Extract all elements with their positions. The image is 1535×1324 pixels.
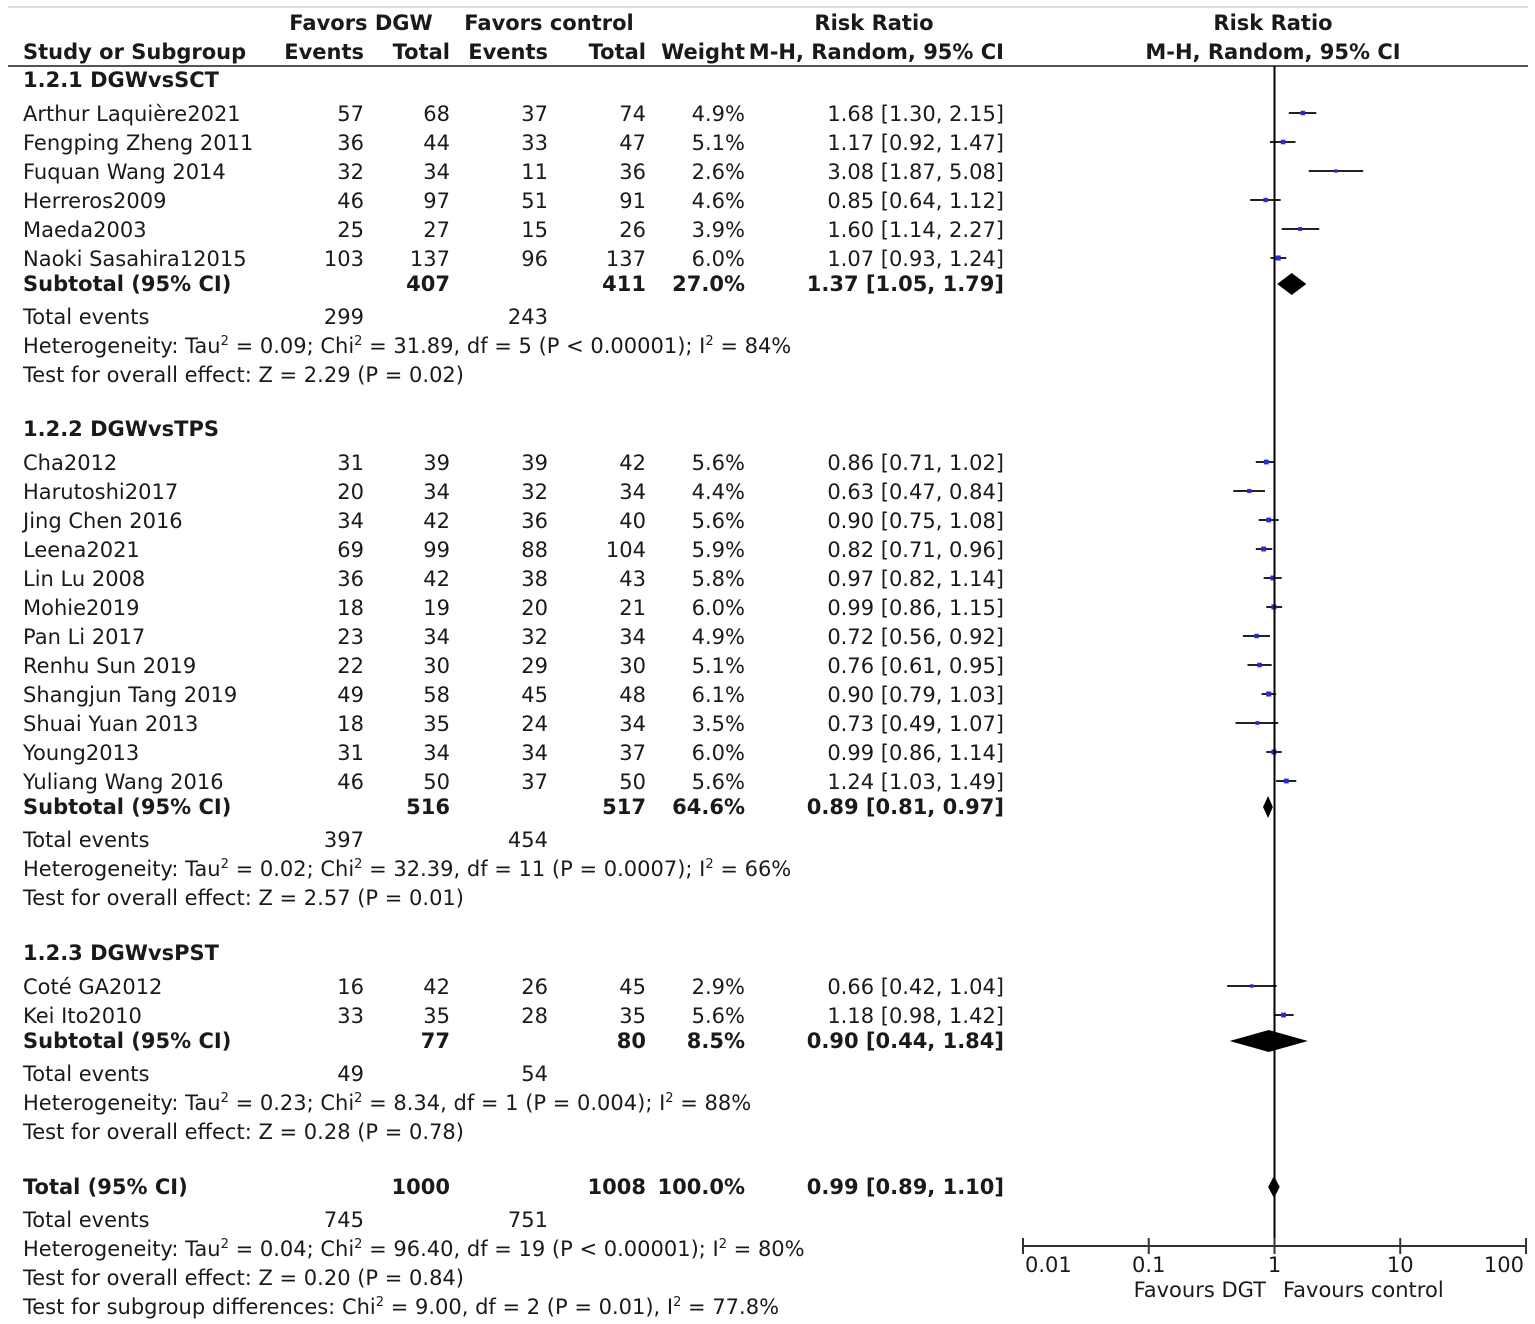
- study-name: Pan Li 2017: [23, 625, 146, 649]
- subgroup-2-overall-effect: Test for overall effect: Z = 2.57 (P = 0.01): [23, 886, 464, 910]
- study-weight: 3.9%: [691, 218, 745, 242]
- header-study-label: Study or Subgroup: [23, 40, 247, 64]
- exp-total: 34: [423, 625, 450, 649]
- exp-total: 137: [409, 247, 450, 271]
- point-estimate: [1334, 169, 1337, 172]
- subgroup-2-heterogeneity: Heterogeneity: Tau$^2$ = 0.02; Chi$^2$ = 32.39, df = 11 (P = 0.0007); $I^2 = 66\%$: [23, 857, 792, 881]
- study-name: Fengping Zheng 2011: [23, 131, 254, 155]
- header-rr-label: Risk Ratio: [814, 11, 934, 35]
- total-events-ctrl: 751: [507, 1208, 548, 1232]
- exp-total: 34: [423, 741, 450, 765]
- study-weight: 4.9%: [691, 102, 745, 126]
- study-weight: 5.6%: [691, 509, 745, 533]
- study-weight: 4.6%: [691, 189, 745, 213]
- study-name: Fuquan Wang 2014: [23, 160, 226, 184]
- exp-total: 50: [423, 770, 450, 794]
- exp-total: 68: [423, 102, 450, 126]
- exp-events: 31: [337, 741, 364, 765]
- study-ci: 1.18 [0.98, 1.42]: [827, 1004, 1004, 1028]
- study-marker: [1256, 547, 1272, 552]
- ctrl-total: 21: [619, 596, 646, 620]
- study-name: Leena2021: [23, 538, 140, 562]
- subgroup-1-subtotal-ci: 1.37 [1.05, 1.79]: [806, 272, 1004, 296]
- subgroup-3-subtotal-ctrl-total: 80: [616, 1029, 646, 1053]
- exp-total: 27: [423, 218, 450, 242]
- exp-events: 46: [337, 770, 364, 794]
- subgroup-1-total-events-exp: 299: [323, 305, 364, 329]
- study-ci: 1.60 [1.14, 2.27]: [827, 218, 1004, 242]
- exp-total: 42: [423, 975, 450, 999]
- study-name: Shangjun Tang 2019: [23, 683, 238, 707]
- study-name: Herreros2009: [23, 189, 167, 213]
- exp-total: 34: [423, 480, 450, 504]
- ctrl-total: 91: [619, 189, 646, 213]
- subgroup-1-subtotal-diamond: [1277, 273, 1306, 295]
- subgroup-2-subtotal-ctrl-total: 517: [602, 795, 646, 819]
- ctrl-total: 34: [619, 712, 646, 736]
- subgroup-3-subtotal-diamond: [1230, 1030, 1308, 1052]
- study-ci: 0.76 [0.61, 0.95]: [827, 654, 1004, 678]
- ctrl-events: 11: [521, 160, 548, 184]
- study-ci: 0.90 [0.75, 1.08]: [827, 509, 1004, 533]
- study-weight: 2.6%: [691, 160, 745, 184]
- study-ci: 0.99 [0.86, 1.15]: [827, 596, 1004, 620]
- plot-marks: [1227, 66, 1363, 1246]
- study-name: Young2013: [23, 741, 140, 765]
- ctrl-events: 20: [521, 596, 548, 620]
- point-estimate: [1263, 198, 1267, 202]
- x-tick-label: 10: [1386, 1253, 1414, 1277]
- exp-events: 22: [337, 654, 364, 678]
- x-tick-label: 100: [1483, 1253, 1524, 1277]
- exp-events: 69: [337, 538, 364, 562]
- exp-total: 35: [423, 712, 450, 736]
- ctrl-events: 15: [521, 218, 548, 242]
- subgroup-3-overall-effect: Test for overall effect: Z = 0.28 (P = 0.78): [23, 1120, 464, 1144]
- total-events-label: Total events: [23, 1208, 150, 1232]
- exp-events: 32: [337, 160, 364, 184]
- study-ci: 0.97 [0.82, 1.14]: [827, 567, 1004, 591]
- exp-events: 31: [337, 451, 364, 475]
- exp-total: 19: [423, 596, 450, 620]
- ctrl-events: 51: [521, 189, 548, 213]
- header-exp-events: Events: [284, 40, 364, 64]
- ctrl-events: 24: [521, 712, 548, 736]
- exp-total: 97: [423, 189, 450, 213]
- study-marker: [1276, 779, 1296, 784]
- ctrl-total: 35: [619, 1004, 646, 1028]
- ctrl-events: 88: [521, 538, 548, 562]
- point-estimate: [1254, 634, 1258, 638]
- exp-events: 18: [337, 712, 364, 736]
- exp-events: 20: [337, 480, 364, 504]
- study-marker: [1271, 256, 1287, 261]
- total-weight: 100.0%: [657, 1175, 745, 1199]
- subgroup-1-subtotal-weight: 27.0%: [672, 272, 745, 296]
- header: [8, 7, 1528, 66]
- ctrl-total: 26: [619, 218, 646, 242]
- header-ctrl-total: Total: [588, 40, 646, 64]
- subgroup-3-subtotal-label: Subtotal (95% CI): [23, 1029, 232, 1053]
- ctrl-total: 45: [619, 975, 646, 999]
- study-name: Shuai Yuan 2013: [23, 712, 199, 736]
- subgroup-2-subtotal-label: Subtotal (95% CI): [23, 795, 232, 819]
- exp-events: 33: [337, 1004, 364, 1028]
- header-ctrl-group: Favors control: [464, 11, 634, 35]
- subgroup-1-subtotal-label: Subtotal (95% CI): [23, 272, 232, 296]
- study-marker: [1233, 489, 1265, 493]
- subgroup-1-overall-effect: Test for overall effect: Z = 2.29 (P = 0.02): [23, 363, 464, 387]
- ctrl-total: 137: [605, 247, 646, 271]
- ctrl-events: 28: [521, 1004, 548, 1028]
- point-estimate: [1276, 256, 1281, 261]
- ctrl-events: 37: [521, 102, 548, 126]
- point-estimate: [1301, 111, 1305, 115]
- point-estimate: [1250, 984, 1253, 987]
- header-exp-group: Favors DGW: [289, 11, 433, 35]
- subgroup-1-subtotal-exp-total: 407: [406, 272, 450, 296]
- ctrl-events: 39: [521, 451, 548, 475]
- study-marker: [1250, 198, 1281, 202]
- study-marker: [1273, 1013, 1293, 1018]
- study-name: Arthur Laquière2021: [23, 102, 241, 126]
- ctrl-events: 34: [521, 741, 548, 765]
- study-weight: 4.9%: [691, 625, 745, 649]
- total-heterogeneity: Heterogeneity: Tau$^2$ = 0.04; Chi$^2$ = 96.40, df = 19 (P < 0.00001); $I^2 = 80\%$: [23, 1237, 805, 1261]
- ctrl-events: 32: [521, 625, 548, 649]
- study-weight: 6.0%: [691, 741, 745, 765]
- subgroup-3-total-events-ctrl: 54: [521, 1062, 548, 1086]
- ctrl-events: 37: [521, 770, 548, 794]
- header-rr-method: M-H, Random, 95% CI: [748, 40, 1004, 64]
- total-exp-total: 1000: [391, 1175, 450, 1199]
- ctrl-total: 37: [619, 741, 646, 765]
- study-name: Kei Ito2010: [23, 1004, 142, 1028]
- study-marker: [1282, 227, 1320, 231]
- study-name: Harutoshi2017: [23, 480, 179, 504]
- study-weight: 5.6%: [691, 451, 745, 475]
- study-ci: 0.72 [0.56, 0.92]: [827, 625, 1004, 649]
- exp-total: 39: [423, 451, 450, 475]
- ctrl-events: 38: [521, 567, 548, 591]
- ctrl-total: 42: [619, 451, 646, 475]
- study-weight: 5.1%: [691, 131, 745, 155]
- exp-total: 44: [423, 131, 450, 155]
- header-weight: Weight: [661, 40, 745, 64]
- plot-axis: [1023, 1238, 1526, 1302]
- ctrl-total: 34: [619, 480, 646, 504]
- study-ci: 0.85 [0.64, 1.12]: [827, 189, 1004, 213]
- exp-total: 35: [423, 1004, 450, 1028]
- study-marker: [1256, 460, 1276, 465]
- study-marker: [1289, 111, 1316, 115]
- point-estimate: [1298, 227, 1302, 231]
- subgroup-3-subtotal-ci: 0.90 [0.44, 1.84]: [806, 1029, 1004, 1053]
- exp-events: 34: [337, 509, 364, 533]
- study-marker: [1236, 721, 1279, 725]
- ctrl-total: 48: [619, 683, 646, 707]
- header-plot-label: Risk Ratio: [1213, 11, 1333, 35]
- subgroup-differences: Test for subgroup differences: Chi$^2$ = 9.00, df = 2 (P = 0.01), $I^2 = 77.8\%$: [23, 1295, 780, 1319]
- ctrl-total: 43: [619, 567, 646, 591]
- ctrl-total: 104: [605, 538, 646, 562]
- exp-total: 58: [423, 683, 450, 707]
- subgroup-1-heterogeneity: Heterogeneity: Tau$^2$ = 0.09; Chi$^2$ = 31.89, df = 5 (P < 0.00001); $I^2 = 84\%$: [23, 334, 792, 358]
- study-name: Cha2012: [23, 451, 118, 475]
- subgroup-3-total-events-label: Total events: [23, 1062, 150, 1086]
- point-estimate: [1284, 779, 1289, 784]
- study-weight: 2.9%: [691, 975, 745, 999]
- subgroup-1-total-events-ctrl: 243: [507, 305, 548, 329]
- ctrl-total: 40: [619, 509, 646, 533]
- ctrl-events: 36: [521, 509, 548, 533]
- study-weight: 6.0%: [691, 247, 745, 271]
- point-estimate: [1257, 663, 1262, 668]
- ctrl-events: 32: [521, 480, 548, 504]
- ctrl-total: 47: [619, 131, 646, 155]
- exp-total: 34: [423, 160, 450, 184]
- ctrl-total: 30: [619, 654, 646, 678]
- ctrl-events: 45: [521, 683, 548, 707]
- study-weight: 5.9%: [691, 538, 745, 562]
- subgroup-2-subtotal-exp-total: 516: [406, 795, 450, 819]
- study-ci: 0.66 [0.42, 1.04]: [827, 975, 1004, 999]
- point-estimate: [1266, 691, 1271, 696]
- total-label: Total (95% CI): [23, 1175, 188, 1199]
- subgroup-3-subtotal-exp-total: 77: [420, 1029, 450, 1053]
- exp-events: 36: [337, 567, 364, 591]
- x-tick-label: 0.1: [1132, 1253, 1166, 1277]
- study-weight: 6.0%: [691, 596, 745, 620]
- study-weight: 5.8%: [691, 567, 745, 591]
- study-ci: 0.86 [0.71, 1.02]: [827, 451, 1004, 475]
- point-estimate: [1281, 140, 1286, 145]
- subgroup-3-title: 1.2.3 DGWvsPST: [23, 941, 219, 965]
- exp-events: 25: [337, 218, 364, 242]
- study-ci: 1.17 [0.92, 1.47]: [827, 131, 1004, 155]
- study-name: Coté GA2012: [23, 975, 163, 999]
- subgroup-2-subtotal-weight: 64.6%: [672, 795, 745, 819]
- ctrl-total: 74: [619, 102, 646, 126]
- exp-events: 46: [337, 189, 364, 213]
- exp-total: 42: [423, 567, 450, 591]
- study-name: Mohie2019: [23, 596, 140, 620]
- study-name: Renhu Sun 2019: [23, 654, 197, 678]
- subgroup-3-total-events-exp: 49: [337, 1062, 364, 1086]
- study-weight: 3.5%: [691, 712, 745, 736]
- study-name: Lin Lu 2008: [23, 567, 146, 591]
- study-marker: [1264, 576, 1282, 581]
- study-weight: 5.6%: [691, 1004, 745, 1028]
- point-estimate: [1266, 518, 1271, 523]
- subgroup-2-total-events-ctrl: 454: [507, 828, 548, 852]
- header-ctrl-events: Events: [468, 40, 548, 64]
- study-ci: 1.07 [0.93, 1.24]: [827, 247, 1004, 271]
- study-weight: 6.1%: [691, 683, 745, 707]
- ctrl-total: 34: [619, 625, 646, 649]
- x-axis-right-label: Favours control: [1283, 1278, 1444, 1302]
- study-name: Jing Chen 2016: [23, 509, 183, 533]
- exp-total: 99: [423, 538, 450, 562]
- subgroup-2-subtotal-ci: 0.89 [0.81, 0.97]: [806, 795, 1004, 819]
- study-ci: 0.99 [0.86, 1.14]: [827, 741, 1004, 765]
- total-ctrl-total: 1008: [587, 1175, 646, 1199]
- ctrl-total: 50: [619, 770, 646, 794]
- exp-events: 16: [337, 975, 364, 999]
- subgroup-2-subtotal-diamond: [1263, 796, 1273, 818]
- ctrl-events: 29: [521, 654, 548, 678]
- study-weight: 5.1%: [691, 654, 745, 678]
- exp-events: 23: [337, 625, 364, 649]
- subgroup-3-heterogeneity: Heterogeneity: Tau$^2$ = 0.23; Chi$^2$ = 8.34, df = 1 (P = 0.004); $I^2 = 88\%$: [23, 1091, 752, 1115]
- study-ci: 1.68 [1.30, 2.15]: [827, 102, 1004, 126]
- subgroup-1-subtotal-ctrl-total: 411: [602, 272, 646, 296]
- subgroup-1-total-events-label: Total events: [23, 305, 150, 329]
- study-name: Yuliang Wang 2016: [23, 770, 224, 794]
- table-rows: [21, 68, 1004, 1319]
- point-estimate: [1255, 721, 1259, 725]
- subgroup-2-title: 1.2.2 DGWvsTPS: [23, 417, 219, 441]
- subgroup-3-subtotal-weight: 8.5%: [686, 1029, 745, 1053]
- x-tick-label: 1: [1267, 1253, 1282, 1277]
- study-name: Maeda2003: [23, 218, 147, 242]
- study-ci: 0.63 [0.47, 0.84]: [827, 480, 1004, 504]
- exp-events: 103: [323, 247, 364, 271]
- exp-events: 36: [337, 131, 364, 155]
- point-estimate: [1264, 460, 1269, 465]
- study-marker: [1259, 518, 1279, 523]
- exp-total: 42: [423, 509, 450, 533]
- point-estimate: [1261, 547, 1266, 552]
- subgroup-1-title: 1.2.1 DGWvsSCT: [23, 68, 219, 92]
- ctrl-total: 36: [619, 160, 646, 184]
- study-ci: 0.73 [0.49, 1.07]: [827, 712, 1004, 736]
- study-weight: 5.6%: [691, 770, 745, 794]
- exp-events: 18: [337, 596, 364, 620]
- study-ci: 1.24 [1.03, 1.49]: [827, 770, 1004, 794]
- x-axis-left-label: Favours DGT: [1133, 1278, 1266, 1302]
- exp-events: 49: [337, 683, 364, 707]
- subgroup-2-total-events-exp: 397: [323, 828, 364, 852]
- total-ci: 0.99 [0.89, 1.10]: [806, 1175, 1004, 1199]
- study-marker: [1309, 169, 1364, 172]
- point-estimate: [1247, 489, 1251, 493]
- header-plot-method: M-H, Random, 95% CI: [1145, 40, 1401, 64]
- header-exp-total: Total: [392, 40, 450, 64]
- study-name: Naoki Sasahira12015: [23, 247, 247, 271]
- ctrl-events: 26: [521, 975, 548, 999]
- study-ci: 0.90 [0.79, 1.03]: [827, 683, 1004, 707]
- study-ci: 0.82 [0.71, 0.96]: [827, 538, 1004, 562]
- exp-total: 30: [423, 654, 450, 678]
- point-estimate: [1281, 1013, 1286, 1018]
- subgroup-2-total-events-label: Total events: [23, 828, 150, 852]
- study-marker: [1243, 634, 1270, 638]
- ctrl-events: 96: [521, 247, 548, 271]
- x-tick-label: 0.01: [1025, 1253, 1072, 1277]
- total-events-exp: 745: [323, 1208, 364, 1232]
- study-weight: 4.4%: [691, 480, 745, 504]
- study-ci: 3.08 [1.87, 5.08]: [827, 160, 1004, 184]
- exp-events: 57: [337, 102, 364, 126]
- total-overall-effect: Test for overall effect: Z = 0.20 (P = 0.84): [23, 1266, 464, 1290]
- study-marker: [1227, 984, 1277, 987]
- ctrl-events: 33: [521, 131, 548, 155]
- study-marker: [1248, 663, 1272, 668]
